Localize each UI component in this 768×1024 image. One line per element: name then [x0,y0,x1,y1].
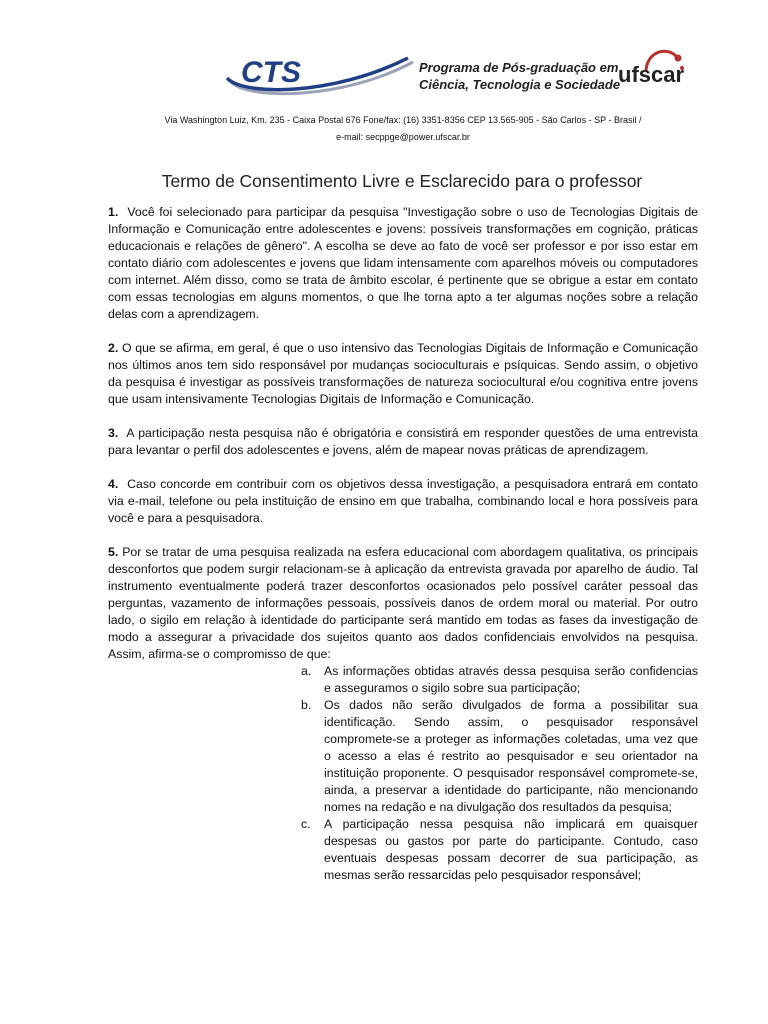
item-text: A participação nessa pesquisa não implicará em quaisquer despesas ou gastos por parte do participante. Contudo, caso eventuais despesas possam decorrer de sua participação, as mesmas serão ressarcidas pelo pesquisador responsável; [324,817,698,882]
ufscar-logo [616,42,694,102]
paragraph-number: 4. [108,477,119,491]
paragraph-number: 1. [108,205,119,219]
paragraph-4 [108,476,698,527]
ufscar-logo-text: ufscar [618,62,685,87]
item-letter: a. [301,664,312,678]
paragraph-text: Você foi selecionado para participar da pesquisa "Investigação sobre o uso de Tecnologias Digitais de Informação e Comunicação entre adolescentes e jovens: possíveis transformações em cognição, práticas educacionais e relações de gênero". A escolha se deve ao fato de você ser professor e por isso estar em contato diário com adolescentes e jovens que lidam intensamente com aparelhos móveis ou computadores com internet. Além disso, como se trata de âmbito escolar, é pertinente que se obrigue a estar em contato com essas tecnologias em alguns momentos, o que lhe torna apto a ter algumas noções sobre a relação delas com a aprendizagem. [108,205,698,321]
paragraph-5 [108,544,698,663]
item-letter: c. [301,817,311,831]
paragraph-number: 2. [108,341,119,355]
cts-logo [223,52,418,102]
paragraph-2 [108,340,698,408]
paragraph-text: O que se afirma, em geral, é que o uso intensivo das Tecnologias Digitais de Informação e Comunicação nos últimos anos tem sido responsável por mudanças socioculturais e psíquicas. Sendo assim, o objetivo da pesquisa é investigar as possíveis transformações de natureza sociocultural e/ou cognitiva entre jovens que usam intensivamente Tecnologias Digitais de Informação e Comunicação. [108,341,698,406]
item-letter: b. [301,698,312,712]
paragraph-1 [108,204,698,323]
paragraph-number: 5. [108,545,119,559]
cts-logo-text: CTS [241,56,301,89]
paragraph-number: 3. [108,426,119,440]
paragraph-text: A participação nesta pesquisa não é obrigatória e consistirá em responder questões de uma entrevista para levantar o perfil dos adolescentes e jovens, além de mapear novas práticas de aprendizagem. [108,426,698,457]
paragraph-3 [108,425,698,459]
paragraph-text: Por se tratar de uma pesquisa realizada na esfera educacional com abordagem qualitativa, os principais desconfortos que podem surgir relacionam-se à aplicação da entrevista gravada por aparelho de áudio. Tal instrumento eventualmente poderá trazer desconfortos ocasionados pelo possível caráter pessoal das perguntas, vazamento de informações pessoais, possíveis danos de ordem moral ou material. Por outro lado, o sigilo em relação à identidade do participante será mantido em todas as fases da investigação de modo a assegurar a privacidade dos sujeitos quanto aos dados confidenciais envolvidos na pesquisa. Assim, afirma-se o compromisso de que: [108,545,698,661]
program-title-line2: Ciência, Tecnologia e Sociedade [419,77,621,92]
item-text: As informações obtidas através dessa pesquisa serão confidencias e asseguramos o sigilo sobre sua participação; [324,664,698,695]
address-block [100,112,706,146]
commitment-item-c [301,816,698,884]
letterhead [108,0,698,112]
address-email-line: e-mail: secppge@power.ufscar.br [336,132,470,142]
item-text: Os dados não serão divulgados de forma a possibilitar sua identificação. Sendo assim, o pesquisador responsável compromete-se a proteger as informações coletadas, uma vez que o acesso a elas é restrito ao pesquisador e seu orientador na instituição proponente. O pesquisador responsável compromete-se, ainda, a preservar a identidade do participante, não mencionando nomes na redação e na divulgação dos resultados da pesquisa; [324,698,698,814]
paragraph-text: Caso concorde em contribuir com os objetivos dessa investigação, a pesquisadora entrará em contato via e-mail, telefone ou pela instituição de ensino em que trabalha, combinando local e hora possíveis para você e para a pesquisadora. [108,477,698,525]
program-title-line1: Programa de Pós-graduação em [419,60,619,75]
commitment-item-a [301,663,698,697]
commitment-list [301,663,698,884]
program-title [419,59,620,93]
document-title: Termo de Consentimento Livre e Esclarecido para o professor [161,171,643,191]
commitment-item-b [301,697,698,816]
address-line-1: Via Washington Luiz, Km. 235 - Caixa Postal 676 Fone/fax: (16) 3351-8356 CEP 13.565-905 - São Carlos - SP - Brasil / [164,115,642,125]
